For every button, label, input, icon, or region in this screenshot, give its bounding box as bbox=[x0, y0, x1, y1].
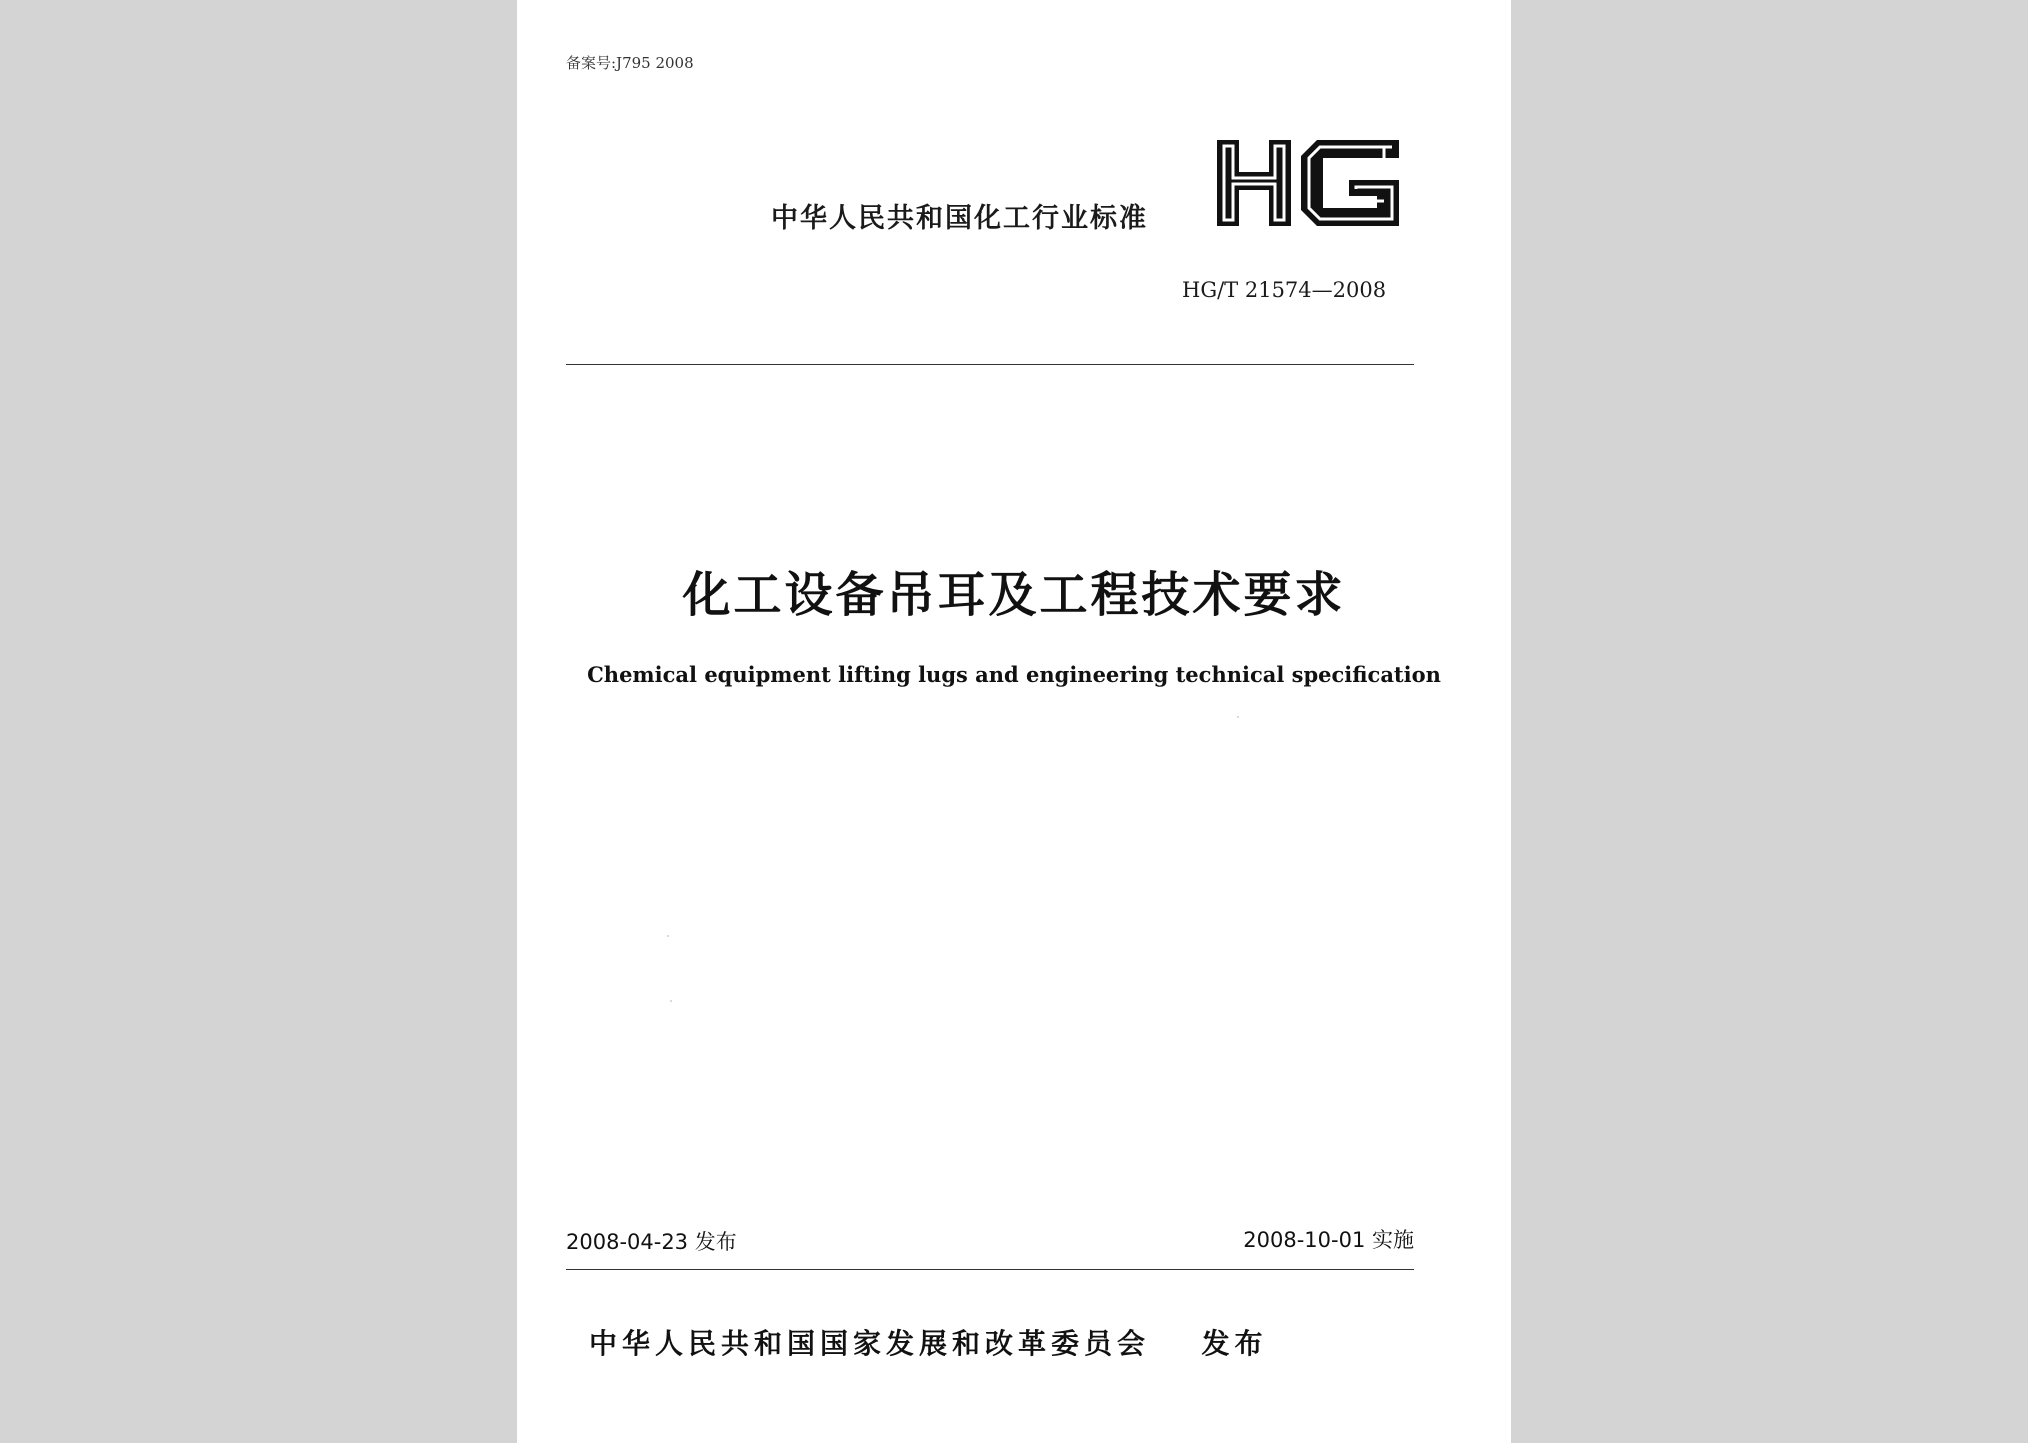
implementation-date: 2008-10-01 实施 bbox=[1243, 1228, 1414, 1252]
scan-speck bbox=[1237, 716, 1239, 718]
publisher-line bbox=[589, 1322, 1268, 1362]
document-page bbox=[517, 0, 1511, 1443]
title-english: Chemical equipment lifting lugs and engineering technical specification bbox=[587, 662, 1441, 687]
publisher-name: 中华人民共和国国家发展和改革委员会 bbox=[589, 1327, 1151, 1360]
scan-speck bbox=[667, 935, 669, 937]
header-divider bbox=[566, 364, 1414, 365]
footer-divider bbox=[566, 1269, 1414, 1270]
industry-standard-label: 中华人民共和国化工行业标准 bbox=[771, 203, 1148, 234]
hg-logo bbox=[1213, 138, 1403, 228]
filing-number: 备案号:J795 2008 bbox=[566, 54, 694, 72]
standard-code: HG/T 21574—2008 bbox=[1182, 278, 1387, 302]
scan-speck bbox=[670, 1000, 672, 1002]
publisher-suffix: 发布 bbox=[1201, 1327, 1268, 1360]
hg-logo-text: HG bbox=[1213, 138, 1215, 139]
issue-date: 2008-04-23 发布 bbox=[566, 1230, 737, 1254]
title-chinese: 化工设备吊耳及工程技术要求 bbox=[682, 567, 1346, 623]
